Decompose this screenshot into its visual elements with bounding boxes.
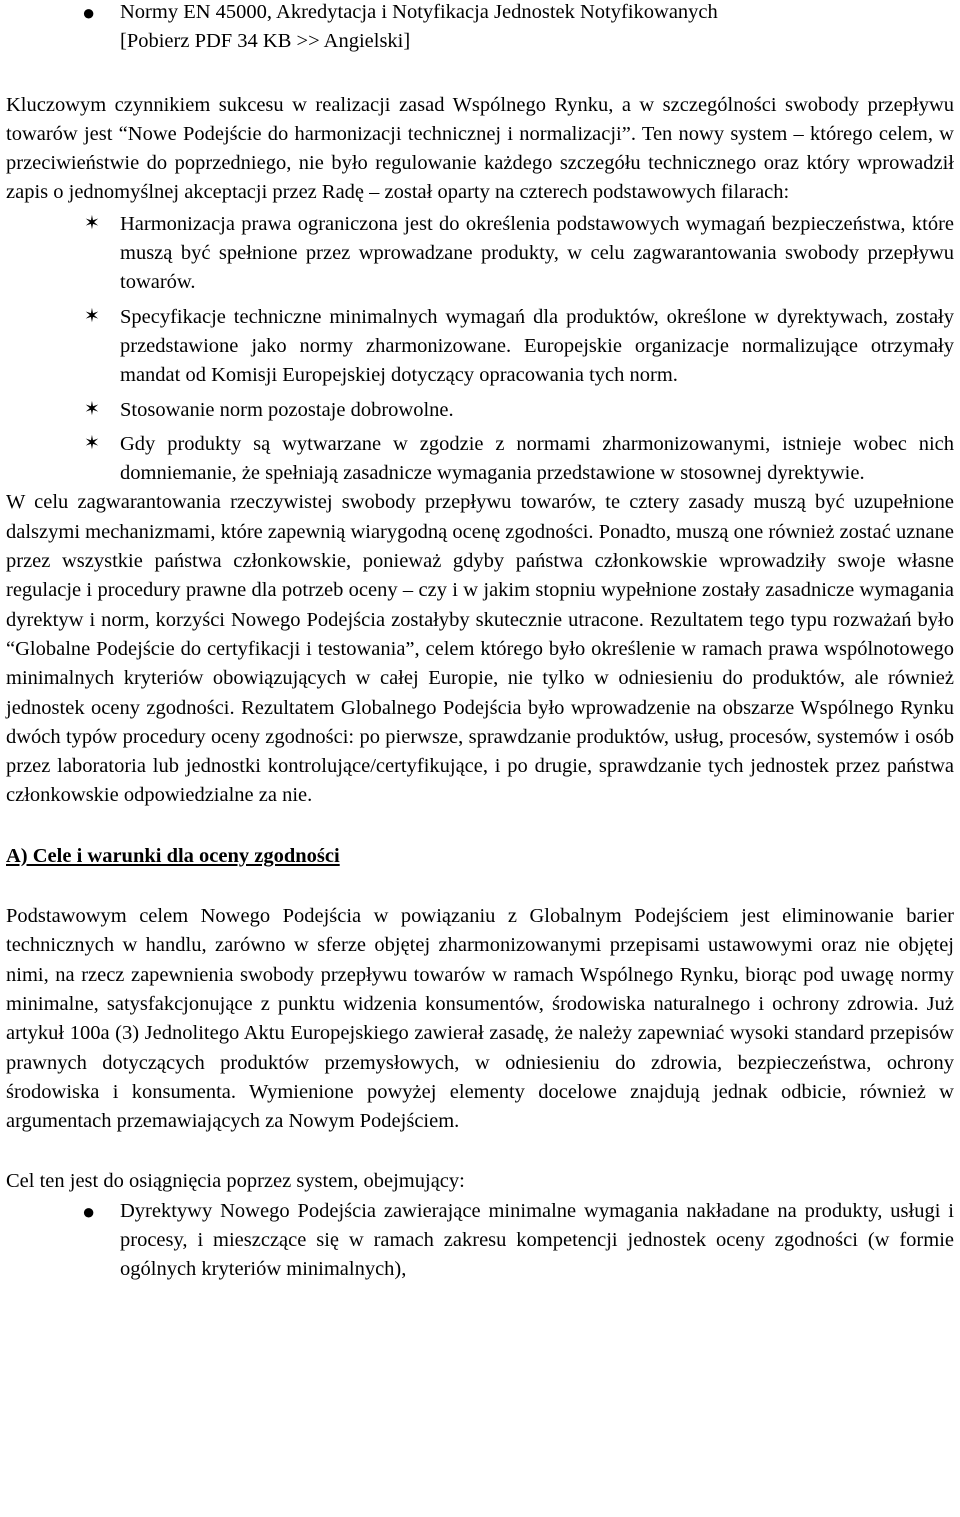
download-list [6, 0, 954, 57]
list-item-text: Normy EN 45000, Akredytacja i Notyfikacja Jednostek Notyfikowanych [120, 1, 718, 23]
pillar-text: Harmonizacja prawa ograniczona jest do określenia podstawowych wymagań bezpieczeństwa, które muszą być spełnione przez wprowadzane produkty, w celu zagwarantowania swobody przepływu towarów. [120, 212, 954, 294]
body-paragraph: W celu zagwarantowania rzeczywistej swobody przepływu towarów, te cztery zasady muszą być uzupełnione dalszymi mechanizmami, które zapewnią wiarygodną ocenę zgodności. Ponadto, muszą one również zostać uznane przez wszystkie państwa członkowskie, ponieważ gdyby państwa członkowskie wprowadziły swoje własne regulacje i procedury prawne dla potrzeb oceny – czy i w jakim stopniu wypełnione zostały zasadnicze wymagania dyrektyw i norm, korzyści Nowego Podejścia zostałyby skutecznie utracone. Rezultatem tego typu rozważań było “Globalne Podejście do certyfikacji i testowania”, celem którego było określenie w ramach prawa wspólnotowego minimalnych kryteriów obowiązujących w całej Europie, nie tylko w odniesieniu do produktów, ale również jednostek oceny zgodności. Rezultatem Globalnego Podejścia było wprowadzenie na obszarze Wspólnego Rynku dwóch typów procedury oceny zgodności: po pierwsze, sprawdzanie produktów, usług, procesów, systemów i osób przez laboratoria lub jednostki kontrolujące/certyfikujące, i po drugie, sprawdzanie tych jednostek przez państwa członkowskie odpowiedzialne za nie. [6, 491, 954, 807]
list-item [6, 430, 954, 489]
section-paragraph: Podstawowym celem Nowego Podejścia w powiązaniu z Globalnym Podejściem jest eliminowanie barier technicznych w handlu, zarówno w sferze objętej zharmonizowanymi przepisami ustawowymi oraz nie objętej nimi, na rzecz zapewnienia swobody przepływu towarów w ramach Wspólnego Rynku, biorąc pod uwagę normy minimalne, satysfakcjonujące z punktu widzenia konsumentów, środowiska naturalnego i ochrony zdrowia. Już artykuł 100a (3) Jednolitego Aktu Europejskiego zawierał zasadę, że należy zapewniać wysoki standard przepisów prawnych dotyczących produktów przemysłowych, w odniesieniu do zdrowia, bezpieczeństwa, ochrony środowiska i konsumenta. Wymienione powyżej elementy docelowe znajdują jednak odbicie, również w argumentach przemawiających za Nowym Podejściem. [6, 905, 954, 1133]
system-list [6, 1197, 954, 1285]
list-item [6, 1197, 954, 1285]
pillar-text: Specyfikacje techniczne minimalnych wymagań dla produktów, określone w dyrektywach, zostały przedstawione jako normy zharmonizowane. Europejskie organizacje normalizujące otrzymały mandat od Komisji Europejskiej dotyczący opracowania tych norm. [120, 305, 954, 387]
star-bullet-icon: ✶ [84, 398, 100, 420]
section-intro-line: Cel ten jest do osiągnięcia poprzez system, obejmujący: [6, 1170, 465, 1193]
star-bullet-icon: ✶ [84, 212, 100, 234]
section-heading: A) Cele i warunki dla oceny zgodności [6, 844, 340, 867]
pillars-list [6, 210, 954, 489]
bullet-dot-icon: ● [82, 0, 96, 25]
list-item [6, 0, 954, 57]
pillar-text: Gdy produkty są wytwarzane w zgodzie z normami zharmonizowanymi, istnieje wobec nich domniemanie, że spełniają zasadnicze wymagania przedstawione w stosownej dyrektywie. [120, 432, 954, 485]
bullet-dot-icon: ● [82, 1198, 96, 1224]
star-bullet-icon: ✶ [84, 432, 100, 454]
list-item [6, 303, 954, 391]
pillar-text: Stosowanie norm pozostaje dobrowolne. [120, 398, 454, 421]
star-bullet-icon: ✶ [84, 305, 100, 327]
list-item-text: Dyrektywy Nowego Podejścia zawierające minimalne wymagania nakładane na produkty, usługi i procesy, i mieszczące się w ramach zakresu kompetencji jednostek oceny zgodności (w formie ogólnych kryteriów minimalnych), [120, 1199, 954, 1281]
download-link[interactable]: [Pobierz PDF 34 KB >> Angielski] [120, 30, 411, 53]
document-page [6, 0, 954, 1285]
list-item [6, 396, 954, 425]
intro-paragraph: Kluczowym czynnikiem sukcesu w realizacji zasad Wspólnego Rynku, a w szczególności swobody przepływu towarów jest “Nowe Podejście do harmonizacji technicznej i normalizacji”. Ten nowy system – którego celem, w przeciwieństwie do poprzedniego, nie było regulowanie każdego szczegółu technicznego oraz który wprowadził zapis o jednomyślnej akceptacji przez Radę – został oparty na czterech podstawowych filarach: [6, 93, 954, 204]
list-item [6, 210, 954, 298]
